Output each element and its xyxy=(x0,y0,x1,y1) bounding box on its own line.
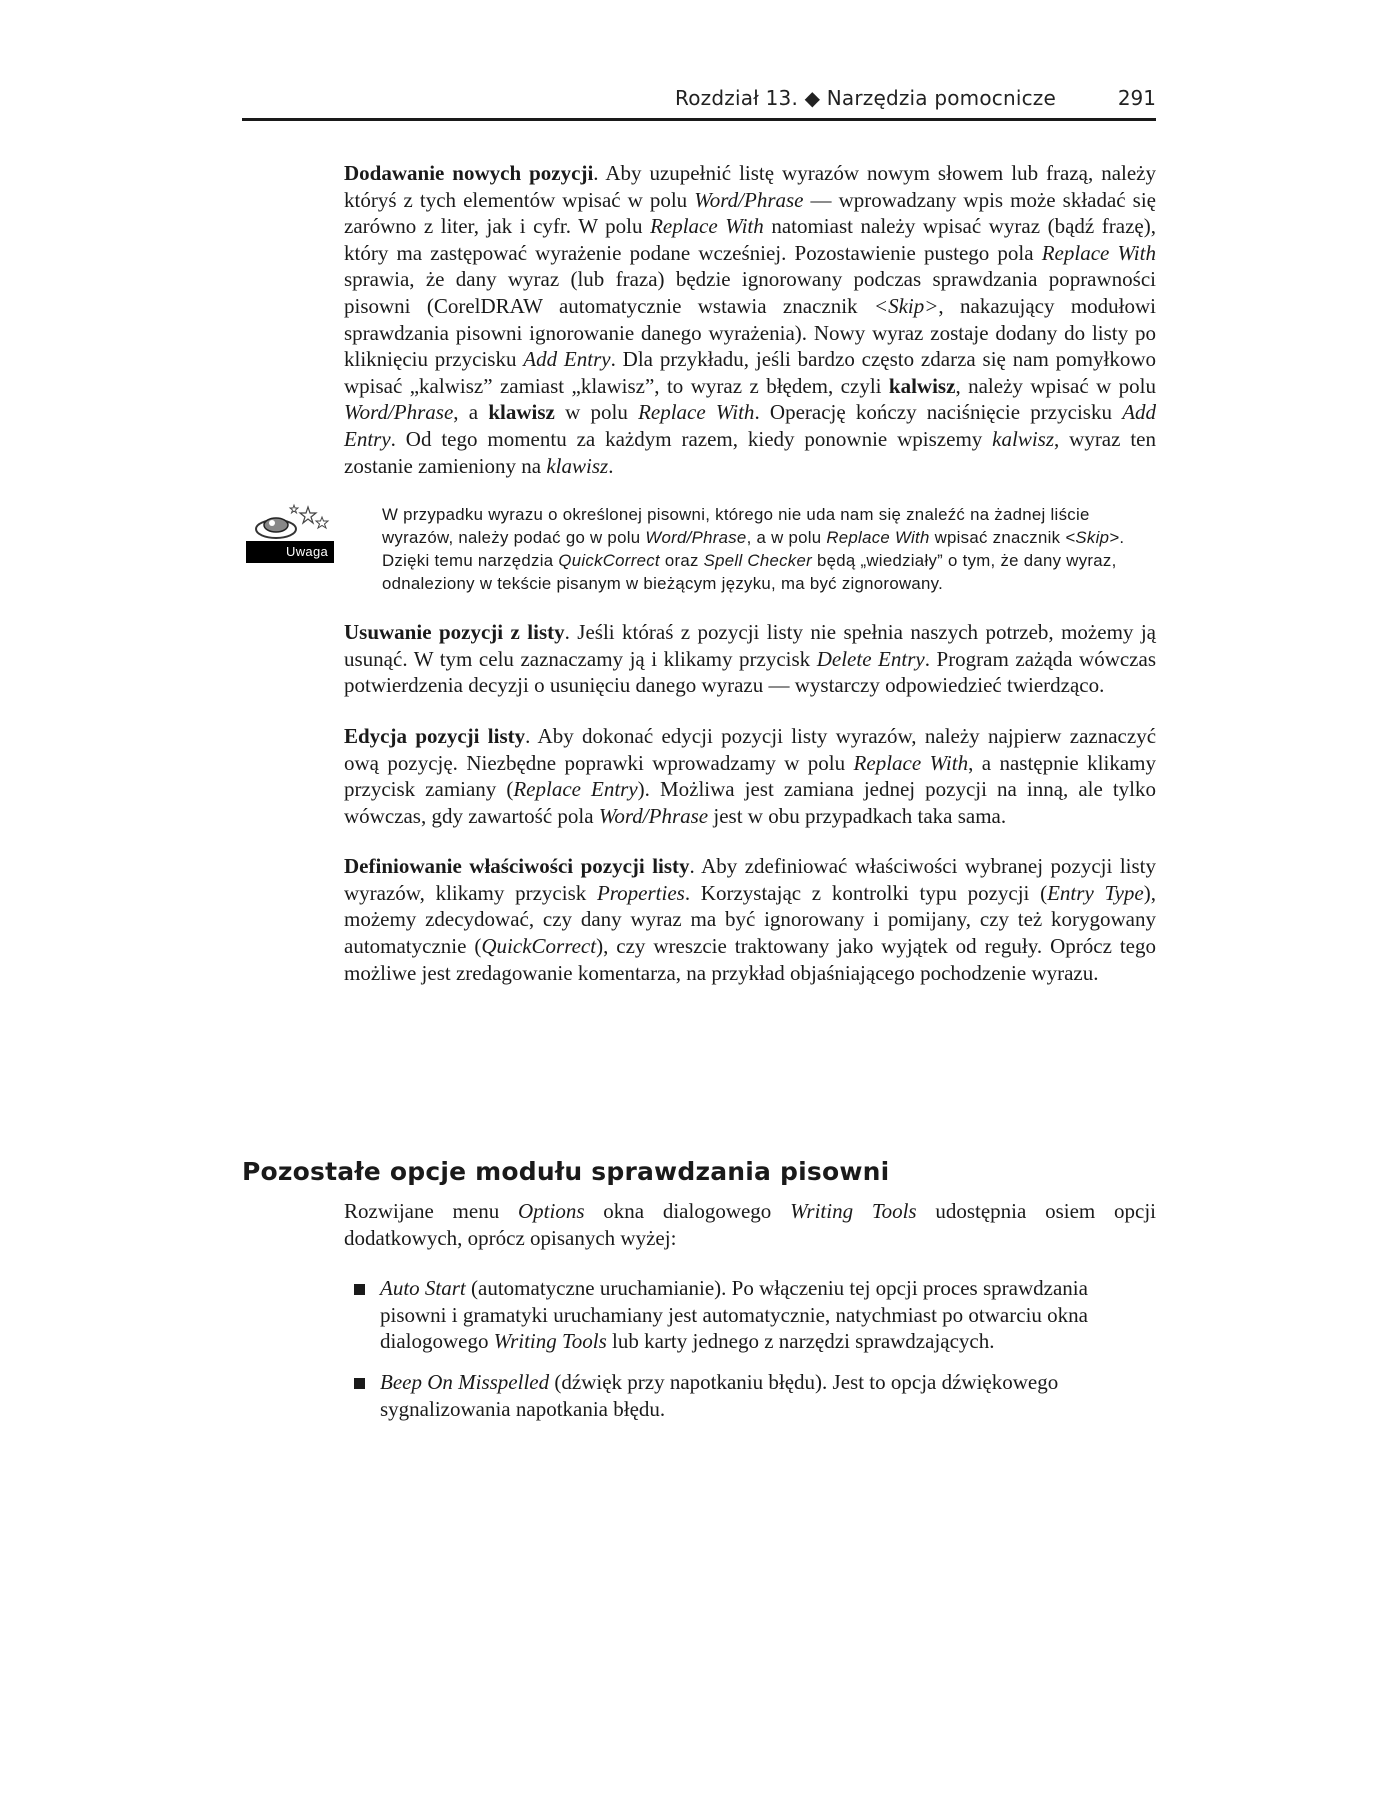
note-icon xyxy=(246,503,334,563)
text-span: , nakazujący modułowi sprawdzania pisowni ignorowanie danego wyrażenia). Nowy wyraz zostaje dodany do listy po kliknięciu przycisku xyxy=(344,293,1156,372)
term-adding-entries: Dodawanie nowych pozycji xyxy=(344,161,594,185)
text-span: W przypadku wyrazu o określonej pisowni, którego nie uda nam się znaleźć na żadnej liście wyrazów, należy podać go w polu xyxy=(382,505,1090,548)
italic-term: <Skip> xyxy=(1065,528,1120,548)
text-span: . Jeśli któraś z pozycji listy nie spełnia naszych potrzeb, możemy ją usunąć. W tym celu zaznaczamy ją i klikamy przycisk xyxy=(344,620,1156,671)
italic-term: <Skip> xyxy=(873,293,939,318)
text-span: . Aby dokonać edycji pozycji listy wyrazów, należy najpierw zaznaczyć ową pozycję. Niezbędne poprawki wprowadzamy w polu xyxy=(344,723,1157,775)
section-content xyxy=(344,1198,1156,1436)
text-span: ), czy wreszcie traktowany jako wyjątek od reguły. Oprócz tego możliwe jest zredagowanie komentarza, na przykład objaśniającego pochodzenie wyrazu. xyxy=(344,934,1156,985)
note-label: Uwaga xyxy=(246,541,334,563)
paragraph-editing-entries xyxy=(344,723,1156,829)
text-span: będą „wiedziały” o tym, że dany wyraz, odnaleziony w tekście pisanym w bieżącym języku, ma być zignorowany. xyxy=(382,551,1117,594)
text-span: . xyxy=(608,453,614,478)
stars-icon xyxy=(246,503,334,543)
italic-term: Word/Phrase xyxy=(645,528,747,548)
text-span: udostępnia osiem opcji dodatkowych, oprócz opisanych wyżej: xyxy=(344,1199,1156,1250)
text-span: , należy wpisać w polu xyxy=(955,373,1156,398)
list-item xyxy=(344,1275,1156,1355)
text-span: , a xyxy=(453,400,489,425)
paragraph-entry-properties xyxy=(344,853,1156,986)
bullet-square-icon xyxy=(354,1284,365,1295)
text-span: . Aby zdefiniować właściwości wybranej pozycji listy wyrazów, klikamy przycisk xyxy=(344,854,1156,905)
text-span: lub karty jednego z narzędzi sprawdzających. xyxy=(606,1329,995,1354)
italic-term: QuickCorrect xyxy=(558,551,660,571)
bullet-square-icon xyxy=(354,1378,365,1389)
text-span: — wprowadzany wpis może składać się zarówno z liter, jak i cyfr. W polu xyxy=(344,187,1157,239)
section-heading: Pozostałe opcje modułu sprawdzania pisowni xyxy=(242,1156,890,1186)
italic-term: Word/Phrase xyxy=(344,400,454,425)
bold-term: klawisz xyxy=(488,400,555,425)
italic-term: Replace With xyxy=(826,528,930,548)
italic-term: Options xyxy=(517,1199,585,1223)
italic-term: Beep On Misspelled xyxy=(380,1369,550,1394)
italic-term: Properties xyxy=(596,880,685,905)
term-entry-properties: Definiowanie właściwości pozycji listy xyxy=(344,854,690,879)
italic-term: Delete Entry xyxy=(816,646,925,671)
italic-term: klawisz xyxy=(546,453,609,478)
text-span: . Operację kończy naciśnięcie przycisku xyxy=(754,400,1123,425)
italic-term: Writing Tools xyxy=(493,1329,607,1354)
text-span: okna dialogowego xyxy=(584,1199,791,1223)
italic-term: Entry Type xyxy=(1047,880,1144,905)
text-span: , a w polu xyxy=(746,528,827,548)
text-span: . Aby uzupełnić listę wyrazów nowym słowem lub frazą, należy któryś z tych elementów wpisać w polu xyxy=(344,161,1156,212)
italic-term: Replace With xyxy=(853,750,969,775)
italic-term: Add Entry xyxy=(344,400,1157,451)
text-span: . Dla przykładu, jeśli bardzo często zdarza się nam pomyłkowo wpisać „kalwisz” zamiast „klawisz”, to wyraz z błędem, czyli xyxy=(344,347,1157,398)
text-span: ). Możliwa jest zamiana jednej pozycji na inną, ale tylko wówczas, gdy zawartość pola xyxy=(344,777,1156,828)
text-span: (dźwięk przy napotkaniu błędu). Jest to opcja dźwiękowego sygnalizowania napotkania błędu. xyxy=(380,1369,1059,1421)
text-span: , a następnie klikamy przycisk zamiany ( xyxy=(344,750,1156,802)
term-editing-entries: Edycja pozycji listy xyxy=(344,723,526,748)
page-header xyxy=(242,82,1156,121)
bold-term: kalwisz xyxy=(888,373,956,398)
text-span: wpisać znacznik xyxy=(929,528,1066,548)
text-span: w polu xyxy=(554,400,639,425)
text-span: , wyraz ten zostanie zamieniony na xyxy=(344,426,1156,478)
italic-term: Word/Phrase xyxy=(598,803,709,828)
text-span: . Korzystając z kontrolki typu pozycji ( xyxy=(684,880,1048,905)
text-span: sprawia, że dany wyraz (lub fraza) będzie ignorowany podczas sprawdzania poprawności pisowni (CorelDRAW automatycznie wstawia znacznik xyxy=(344,267,1156,318)
page-number: 291 xyxy=(1117,86,1156,110)
italic-term: Add Entry xyxy=(523,347,611,372)
text-span: oraz xyxy=(659,551,704,571)
text-span: . Program zażąda wówczas potwierdzenia decyzji o usunięciu danego wyrazu — wystarczy odpowiedzieć twierdząco. xyxy=(344,646,1156,698)
text-span: (automatyczne uruchamianie). Po włączeniu tej opcji proces sprawdzania pisowni i gramatyki uruchamiany jest automatycznie, natychmiast po otwarciu okna dialogowego xyxy=(380,1276,1088,1354)
paragraph-adding-entries xyxy=(344,160,1156,479)
italic-term: Word/Phrase xyxy=(694,187,804,212)
italic-term: Spell Checker xyxy=(703,551,813,571)
text-span: . Dzięki temu narzędzia xyxy=(382,528,1125,571)
italic-term: Replace With xyxy=(638,400,755,425)
paragraph-removing-entries xyxy=(344,619,1156,699)
italic-term: kalwisz xyxy=(992,426,1055,451)
text-span: natomiast należy wpisać wyraz (bądź frazę), który ma zastępować wyrażenie podane wcześniej. Pozostawienie pustego pola xyxy=(344,214,1156,265)
text-span: Rozwijane menu xyxy=(344,1199,518,1223)
chapter-title: Rozdział 13. ◆ Narzędzia pomocnicze xyxy=(675,86,1056,110)
paragraph-options-menu xyxy=(344,1198,1156,1251)
italic-term: QuickCorrect xyxy=(481,934,597,959)
italic-term: Replace Entry xyxy=(513,777,638,802)
note-box xyxy=(286,503,1156,595)
text-span: . Od tego momentu za każdym razem, kiedy ponownie wpiszemy xyxy=(390,426,993,451)
italic-term: Auto Start xyxy=(380,1276,466,1301)
main-content xyxy=(286,160,1157,1010)
italic-term: Replace With xyxy=(650,214,764,239)
italic-term: Replace With xyxy=(1041,240,1156,265)
text-span: jest w obu przypadkach taka sama. xyxy=(708,803,1007,828)
italic-term: Writing Tools xyxy=(790,1199,917,1223)
term-removing-entries: Usuwanie pozycji z listy xyxy=(344,620,565,645)
list-item xyxy=(344,1369,1156,1422)
options-list xyxy=(344,1275,1156,1422)
text-span: ), możemy zdecydować, czy dany wyraz ma być ignorowany i pomijany, czy też korygowany automatycznie ( xyxy=(344,880,1156,959)
